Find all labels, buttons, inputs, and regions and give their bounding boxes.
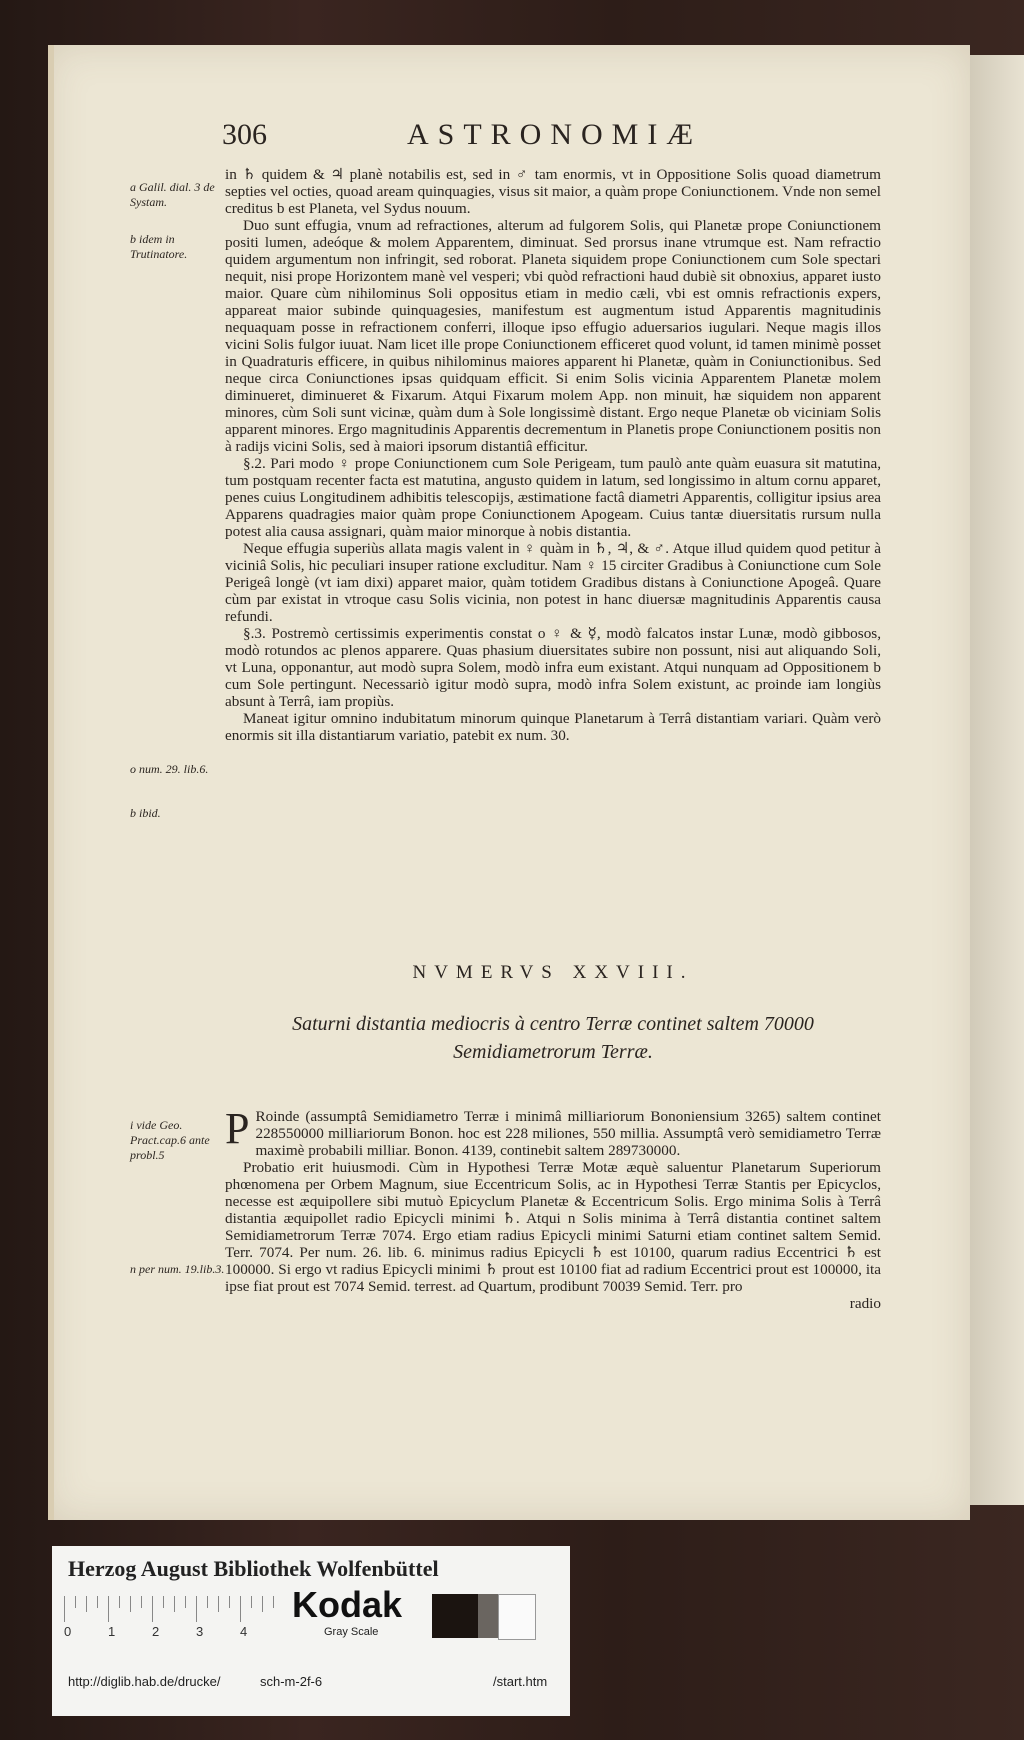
black-swatch <box>432 1594 478 1638</box>
paragraph: in ♄ quidem & ♃ planè notabilis est, sed in ♂ tam enormis, vt in Oppositione Solis quoad diametrum septies vel octies, quoad aream quinquagies, visus sit maior, a quàm prope Coniunctionem. Vnde non semel creditus b est Planeta, vel Sydus nouum. <box>225 166 881 217</box>
body-text-upper <box>225 166 881 744</box>
margin-note-vide-geo: i vide Geo. Pract.cap.6 ante probl.5 <box>130 1118 210 1162</box>
paragraph: §.3. Postremò certissimis experimentis constat o ♀ & ☿, modò falcatos instar Lunæ, modò gibbosos, modò rotundos ac plenos apparere. Quas phasium diuersitates subire non possunt, nisi aut aliquando Soli, vt Luna, opponantur, aut modò supra Solem, modò infra eum existant. Atqui nunquam ad Oppositionem b cum Sole pertingunt. Necessariò igitur modò supra, modò infra Solem existunt, ac proinde iam longiùs absunt à Terrâ, iam propiùs. <box>225 625 881 710</box>
margin-note-per-num: n per num. 19.lib.3. <box>130 1262 225 1276</box>
scale-ruler <box>64 1596 284 1622</box>
paragraph-text: Roinde (assumptâ Semidiametro Terræ i minimâ milliariorum Bononiensium 3265) saltem continet 228550000 milliariorum Bonon. hoc est 228 miliones, 550 millia. Assumptâ verò semidiametro Terræ maximè probabili milliar. Bonon. 4139, continebit saltem 289730000. <box>255 1108 881 1159</box>
gray-scale-label: Gray Scale <box>324 1626 379 1638</box>
white-swatch <box>498 1594 536 1640</box>
library-color-card: Herzog August Bibliothek Wolfenbüttel 0 1 2 3 4 Kodak Gray Scale http://diglib.hab.de/drucke/ sch-m-2f-6 /start.htm <box>52 1546 570 1716</box>
paragraph: §.2. Pari modo ♀ prope Coniunctionem cum Sole Perigeam, tum paulò ante quàm euasura sit matutina, tum postquam recenter facta est matutina, angusto quidem in latum, sed longissimo in altum cornu apparet, penes cuius Longitudinem adhibitis telescopijs, æstimatione factâ diametri Apparentis, colligitur ipsius area Apparens quadragies maior quàm prope Coniunctionem Apogeam. Cuius tantæ diuersitatis rursum nulla potest alia causa assignari, quàm maior minorque à nobis distantia. <box>225 455 881 540</box>
margin-note-num29: o num. 29. lib.6. <box>130 762 209 776</box>
paragraph-with-dropcap <box>225 1104 881 1159</box>
facing-page-edge <box>965 55 1024 1505</box>
margin-note-trutinatore: b idem in Trutinatore. <box>130 232 188 261</box>
drop-cap: P <box>225 1104 250 1153</box>
start-page: /start.htm <box>493 1674 548 1689</box>
page-number: 306 <box>222 118 267 151</box>
digital-library-url: http://diglib.hab.de/drucke/ <box>68 1674 221 1689</box>
paragraph: Maneat igitur omnino indubitatum minorum quinque Planetarum à Terrâ distantiam variari. Quàm verò enormis sit illa distantiarum variatio, patebit ex num. 30. <box>225 710 881 744</box>
paragraph: Probatio erit huiusmodi. Cùm in Hypothesi Terræ Motæ æquè saluentur Planetarum Superiorum phœnomena per Orbem Magnum, siue Eccentricum Solis, ac in Hypothesi Terræ Stantis per Epicyclos, necesse est æquipollere sibi mutuò Epicyclum Planetæ & Eccentricum Solis. Ergo minima Solis à Terrâ distantia æquipollet radio Epicycli minimi ♄. Atqui n Solis minima à Terrâ distantia continet saltem Semidiametrorum Terræ 7074. Ergo etiam radius Epicycli minimi Saturni etiam continet saltem Semid. Terr. 7074. Per num. 26. lib. 6. minimus radius Epicycli ♄ est 10100, quarum radius Eccentrici ♄ est 100000. Si ergo vt radius Epicycli minimi ♄ prout est 10100 fiat ad radium Eccentrici prout est 100000, ita ipse fiat prout est 7074 Semid. terrest. ad Quartum, prodibunt 70039 Semid. Terr. pro <box>225 1159 881 1295</box>
kodak-logo: Kodak <box>292 1584 403 1625</box>
margin-note-ibid: b ibid. <box>130 806 161 820</box>
paragraph: Duo sunt effugia, vnum ad refractiones, alterum ad fulgorem Solis, qui Planetæ prope Coniunctionem positi lumen, adeóque & molem Apparentem, diminuat. Sed prorsus inane vtrumque est. Nam refractio quidem argumentum non infringit, sed roborat. Planeta siquidem prope Coniunctionem cum Sole spectari nequit, nisi prope Horizontem manè vel vesperi; vbi quòd refractioni haud dubiè sit obnoxius, apparet iusto maior. Quare cùm nihilominus Soli oppositus etiam in medio cæli, vbi est omnis refractionis expers, appareat maior subinde quinquagesies, manifestum est augmentum istud Apparentis magnitudinis nequaquam posse in refractionem conferri, illoque ipso effugio aduersarios iugulari. Neque magis illos vicini Solis fulgor iuuat. Nam licet ille prope Coniunctionem efficeret quod volunt, id tamen minimè posset in Quadraturis efficere, in quibus nihilominus maiores apparent hi Planetæ, quàm in Coniunctionibus. Sed neque circa Coniunctiones ipsas quidquam efficit. Si enim Solis vicinia Apparentem Planetæ molem diminueret, diminueret & Fixarum. Atqui Fixarum molem App. non minuit, hæ siquidem non apparent minores, cùm Soli sunt vicinæ, quàm dum à Sole longissimè distant. Ergo neque Planetæ ob viciniam Solis apparent minores. Ergo magnitudinis Apparentis decrementum in Planetis prope Coniunctionem positis non à radijs vicini Solis, sed à maiori ipsorum distantiâ efficitur. <box>225 217 881 455</box>
page-gutter <box>48 45 54 1520</box>
shelfmark: sch-m-2f-6 <box>260 1674 323 1689</box>
catchword: radio <box>849 1295 881 1312</box>
gray-swatch <box>478 1594 498 1638</box>
proposition-text: Saturni distantia mediocris à centro Terræ continet saltem 70000 Semidiametrorum Terræ. <box>292 1013 814 1063</box>
running-title: ASTRONOMIÆ <box>407 118 703 151</box>
body-text-lower <box>225 1104 881 1312</box>
running-header <box>222 118 922 158</box>
section-heading: NVMERVS XXVIII. <box>412 962 694 983</box>
library-name: Herzog August Bibliothek Wolfenbüttel <box>68 1556 439 1581</box>
paragraph: Neque effugia superiùs allata magis valent in ♀ quàm in ♄, ♃, & ♂. Atque illud quidem quod petitur à viciniâ Solis, hic peculiari insuper ratione excluditur. Nam ♀ 15 circiter Gradibus à Coniunctione cum Sole Perigeâ longè (vt iam dixi) apparet maior, quàm totidem Gradibus distans à Coniunctione Apogeâ. Quare cùm par existat in vtroque casu Solis vicinia, non potest in hanc diuersæ magnitudinis Apparentis causa refundi. <box>225 540 881 625</box>
margin-note-galil: a Galil. dial. 3 de Systam. <box>130 180 215 209</box>
